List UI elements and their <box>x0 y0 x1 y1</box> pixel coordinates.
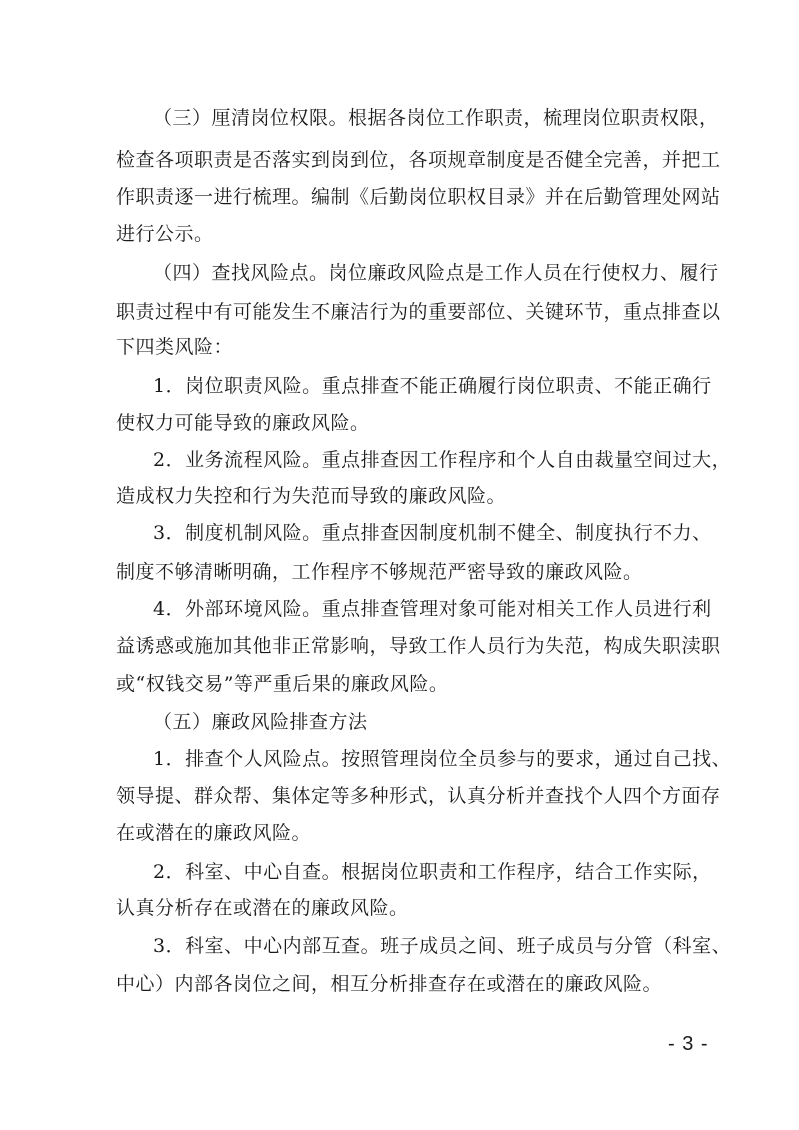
paragraph-line: 下四类风险： <box>116 336 234 358</box>
paragraph-line: 或“权钱交易”等严重后果的廉政风险。 <box>116 673 449 695</box>
section-heading: （五）廉政风险排查方法 <box>153 711 368 733</box>
paragraph-line: 造成权力失控和行为失范而导致的廉政风险。 <box>116 485 507 507</box>
paragraph-line: 领导提、群众帮、集体定等多种形式，认真分析并查找个人四个方面存 <box>116 785 721 807</box>
paragraph-line: 制度不够清晰明确，工作程序不够规范严密导致的廉政风险。 <box>116 561 643 583</box>
paragraph-line: 进行公示。 <box>116 223 214 245</box>
paragraph-line: 作职责逐一进行梳理。编制《后勤岗位职权目录》并在后勤管理处网站 <box>116 186 721 208</box>
paragraph-line: 1．岗位职责风险。重点排查不能正确履行岗位职责、不能正确行 <box>153 375 712 397</box>
paragraph-line: 使权力可能导致的廉政风险。 <box>116 412 370 434</box>
paragraph-line: 4．外部环境风险。重点排查管理对象可能对相关工作人员进行利 <box>153 598 712 620</box>
paragraph-line: 3．科室、中心内部互查。班子成员之间、班子成员与分管（科室、 <box>153 935 732 957</box>
paragraph-line: 在或潜在的廉政风险。 <box>116 822 312 844</box>
paragraph-line: （四）查找风险点。岗位廉政风险点是工作人员在行使权力、履行 <box>153 262 719 284</box>
paragraph-line: 1．排查个人风险点。按照管理岗位全员参与的要求，通过自己找、 <box>153 748 732 770</box>
paragraph-line: 3．制度机制风险。重点排查因制度机制不健全、制度执行不力、 <box>153 522 712 544</box>
paragraph-line: 2．业务流程风险。重点排查因工作程序和个人自由裁量空间过大， <box>153 449 732 471</box>
page-number: - 3 - <box>668 1033 709 1055</box>
paragraph-line: 2．科室、中心自查。根据岗位职责和工作程序，结合工作实际， <box>153 861 712 883</box>
paragraph-line: 认真分析存在或潜在的廉政风险。 <box>116 897 409 919</box>
paragraph-line: 中心）内部各岗位之间，相互分析排查存在或潜在的廉政风险。 <box>116 973 663 995</box>
paragraph-line: 职责过程中有可能发生不廉洁行为的重要部位、关键环节，重点排查以 <box>116 301 721 323</box>
paragraph-line: （三）厘清岗位权限。根据各岗位工作职责，梳理岗位职责权限， <box>153 107 719 129</box>
paragraph-line: 益诱惑或施加其他非正常影响，导致工作人员行为失范，构成失职渎职 <box>116 635 721 657</box>
paragraph-line: 检查各项职责是否落实到岗到位，各项规章制度是否健全完善，并把工 <box>116 149 721 171</box>
